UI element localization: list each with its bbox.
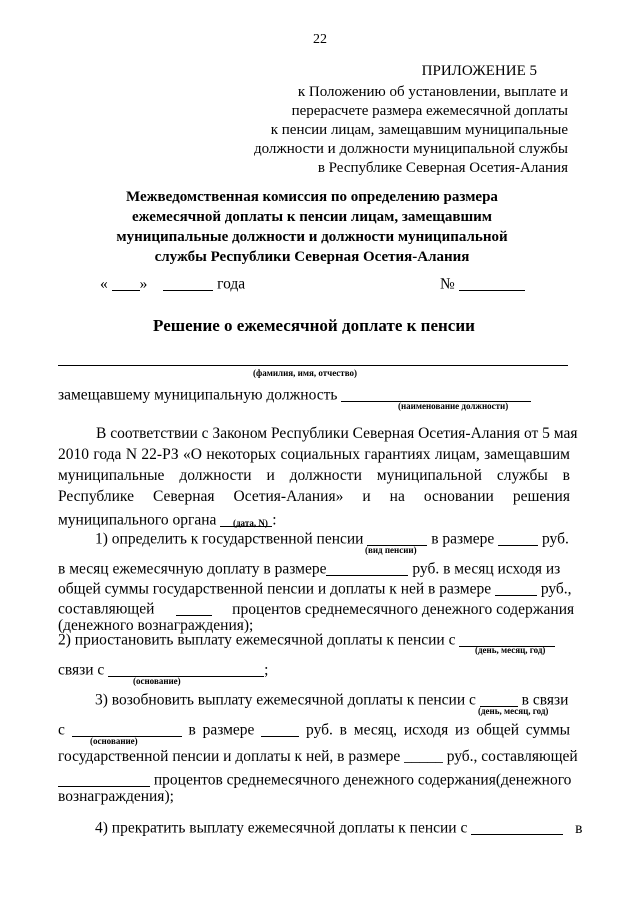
appendix-line-4: должности и должности муниципальной службы (254, 141, 568, 157)
pension-amount-blank (498, 529, 538, 546)
number-row (440, 272, 525, 294)
item3-line-5: вознаграждения); (58, 788, 174, 805)
position-blank (341, 385, 531, 402)
item1-line-5: (денежного вознаграждения); (58, 617, 254, 634)
commission-line-1: Межведомственная комиссия по определению размера (126, 189, 498, 205)
item1-text-b: в размере (431, 530, 495, 548)
page-number: 22 (313, 32, 327, 47)
fio-caption: (фамилия, имя, отчество) (253, 368, 358, 378)
number-sign: № (440, 275, 455, 293)
item1-text-f: общей суммы государственной пенсии и доплаты к ней в размере (58, 580, 492, 598)
item4-line-1 (95, 816, 582, 838)
item4-text-a: 4) прекратить выплату ежемесячной доплаты к пенсии с (95, 819, 468, 837)
item3-line-4 (58, 768, 571, 790)
intro-line-3: муниципальные должности и должности муниципальной службы в (58, 467, 570, 484)
item1-text-d: в месяц ежемесячную доплату в размере (58, 560, 327, 578)
intro-line-4: Республике Северная Осетия-Алания» и на основании решения (58, 488, 570, 505)
appendix-title: ПРИЛОЖЕНИЕ 5 (421, 63, 537, 79)
appendix-line-2: перерасчете размера ежемесячной доплаты (291, 103, 568, 119)
item1-text-a: 1) определить к государственной пенсии (95, 530, 364, 548)
item1-text-h: составляющей (58, 600, 155, 618)
suspend-date-caption: (день, месяц, год) (475, 645, 546, 655)
item3-text-e: руб. в месяц, исходя из общей суммы (306, 721, 571, 739)
item1-line-4 (58, 597, 575, 619)
terminate-date-blank (471, 818, 563, 835)
percent-blank (176, 599, 212, 616)
date-close-quote: » (139, 275, 148, 293)
fio-blank (58, 365, 568, 366)
year-word: года (217, 275, 246, 293)
item3-text-c: с (58, 721, 65, 739)
resume-date-caption: (день, месяц, год) (478, 706, 549, 716)
suspend-basis-blank (108, 660, 264, 677)
month-blank (163, 274, 213, 291)
position-label: замещавшему муниципальную должность (58, 386, 338, 404)
resume-date-blank (480, 690, 518, 707)
suspend-basis-caption: (основание) (133, 676, 181, 686)
day-blank (112, 274, 140, 291)
appendix-line-3: к пенсии лицам, замещавшим муниципальные (270, 122, 568, 138)
organ-date-caption: (дата, N) (233, 518, 268, 528)
intro-line-1: В соответствии с Законом Республики Северная Осетия-Алания от 5 мая (96, 425, 578, 442)
intro-colon: : (272, 511, 277, 529)
appendix-line-5: в Республике Северная Осетия-Алания (317, 160, 568, 176)
date-row (100, 272, 245, 294)
appendix-line-1: к Положению об установлении, выплате и (297, 84, 568, 100)
item2-text-a: 2) приостановить выплату ежемесячной доплаты к пенсии с (58, 631, 456, 649)
supplement-amount-blank (326, 559, 408, 576)
commission-line-3: муниципальные должности и должности муниципальной (116, 229, 508, 245)
intro-organ-label: муниципального органа (58, 511, 217, 529)
item3-text-a: 3) возобновить выплату ежемесячной доплаты к пенсии с (95, 691, 476, 709)
resume-basis-caption: (основание) (90, 736, 138, 746)
position-caption: (наименование должности) (398, 401, 509, 411)
commission-line-2: ежемесячной доплаты к пенсии лицам, замещавшим (131, 209, 493, 225)
item1-line-3 (58, 577, 572, 599)
item1-text-c: руб. (542, 530, 569, 548)
resume-percent-blank (58, 770, 150, 787)
resume-amount-blank (261, 720, 299, 737)
item3-text-d: в размере (188, 721, 255, 739)
item3-line-3: государственной пенсии и доплаты к ней, в размере _____ руб., составляющей (58, 748, 578, 765)
item3-text-f: процентов среднемесячного денежного содержания(денежного (153, 771, 572, 789)
date-open-quote: « (100, 275, 108, 293)
item4-text-b: в (575, 819, 583, 837)
item1-line-1 (95, 527, 569, 549)
intro-line-2: 2010 года N 22-РЗ «О некоторых социальных гарантиях лицам, замещавшим (58, 446, 570, 463)
decision-heading: Решение о ежемесячной доплате к пенсии (153, 316, 475, 335)
pension-type-caption: (вид пенсии) (365, 545, 417, 555)
item1-text-g: руб., (540, 580, 572, 598)
item1-line-2 (58, 557, 560, 579)
item1-text-i: процентов среднемесячного денежного содержания (232, 600, 575, 618)
item2-semicolon: ; (264, 661, 269, 679)
item2-text-b: связи с (58, 661, 105, 679)
resume-basis-blank (72, 720, 182, 737)
item3-text-b: в связи (521, 691, 569, 709)
pension-type-blank (367, 529, 427, 546)
total-amount-blank (495, 579, 537, 596)
number-blank (459, 274, 525, 291)
item1-text-e: руб. в месяц исходя из (412, 560, 561, 578)
commission-line-4: службы Республики Северная Осетия-Алания (154, 249, 470, 265)
